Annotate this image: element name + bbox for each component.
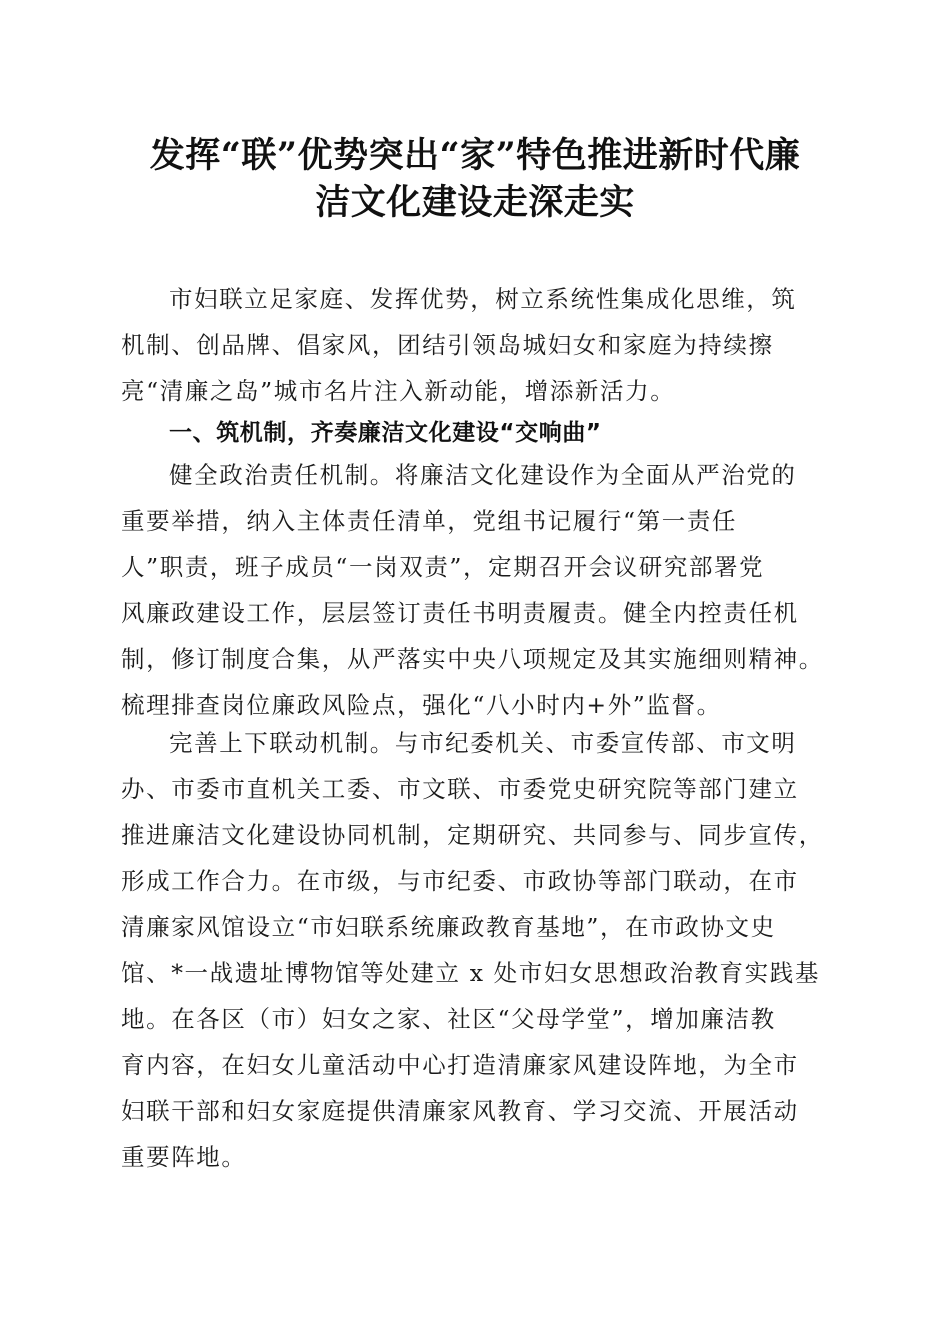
paragraph-line: 清廉家风馆设立“市妇联系统廉政教育基地”，在市政协文史 [121, 913, 776, 941]
document-title [100, 132, 850, 226]
paragraph-line: 重要举措，纳入主体责任清单，党组书记履行“第一责任 [121, 507, 738, 535]
section-heading: 一、筑机制，齐奏廉洁文化建设“交响曲” [169, 420, 602, 446]
paragraph-line: 完善上下联动机制。与市纪委机关、市委宣传部、市文明 [169, 729, 797, 757]
paragraph-line: 妇联干部和妇女家庭提供清廉家风教育、学习交流、开展活动 [121, 1097, 799, 1125]
paragraph-line: 制，修订制度合集，从严落实中央八项规定及其实施细则精神。 [121, 645, 824, 673]
paragraph-line: 人”职责，班子成员“一岗双责”，定期召开会议研究部署党 [121, 553, 765, 581]
paragraph-line: 办、市委市直机关工委、市文联、市委党史研究院等部门建立 [121, 775, 799, 803]
intro-paragraph [121, 276, 829, 414]
paragraph-line: 重要阵地。 [121, 1143, 247, 1171]
title-line: 发挥“联”优势突出“家”特色推进新时代廉 [149, 135, 801, 176]
political-responsibility-paragraph [121, 452, 829, 728]
paragraph-line: 形成工作合力。在市级，与市纪委、市政协等部门联动，在市 [121, 867, 799, 895]
paragraph-line: 馆、*一战遗址博物馆等处建立 x 处市妇女思想政治教育实践基 [121, 959, 820, 987]
linkage-mechanism-paragraph [121, 720, 829, 1180]
title-line: 洁文化建设走深走实 [315, 182, 635, 223]
paragraph-line: 亮“清廉之岛”城市名片注入新动能，增添新活力。 [121, 377, 676, 405]
paragraph-line: 地。在各区（市）妇女之家、社区“父母学堂”，增加廉洁教 [121, 1005, 776, 1033]
paragraph-line: 机制、创品牌、倡家风，团结引领岛城妇女和家庭为持续擦 [121, 331, 774, 359]
paragraph-line: 推进廉洁文化建设协同机制，定期研究、共同参与、同步宣传， [121, 821, 824, 849]
paragraph-line: 市妇联立足家庭、发挥优势，树立系统性集成化思维，筑 [169, 285, 797, 313]
paragraph-line: 育内容，在妇女儿童活动中心打造清廉家风建设阵地，为全市 [121, 1051, 799, 1079]
paragraph-line: 风廉政建设工作，层层签订责任书明责履责。健全内控责任机 [121, 599, 799, 627]
paragraph-line: 梳理排查岗位廉政风险点，强化“八小时内+外”监督。 [121, 691, 722, 719]
paragraph-line: 健全政治责任机制。将廉洁文化建设作为全面从严治党的 [169, 461, 797, 489]
